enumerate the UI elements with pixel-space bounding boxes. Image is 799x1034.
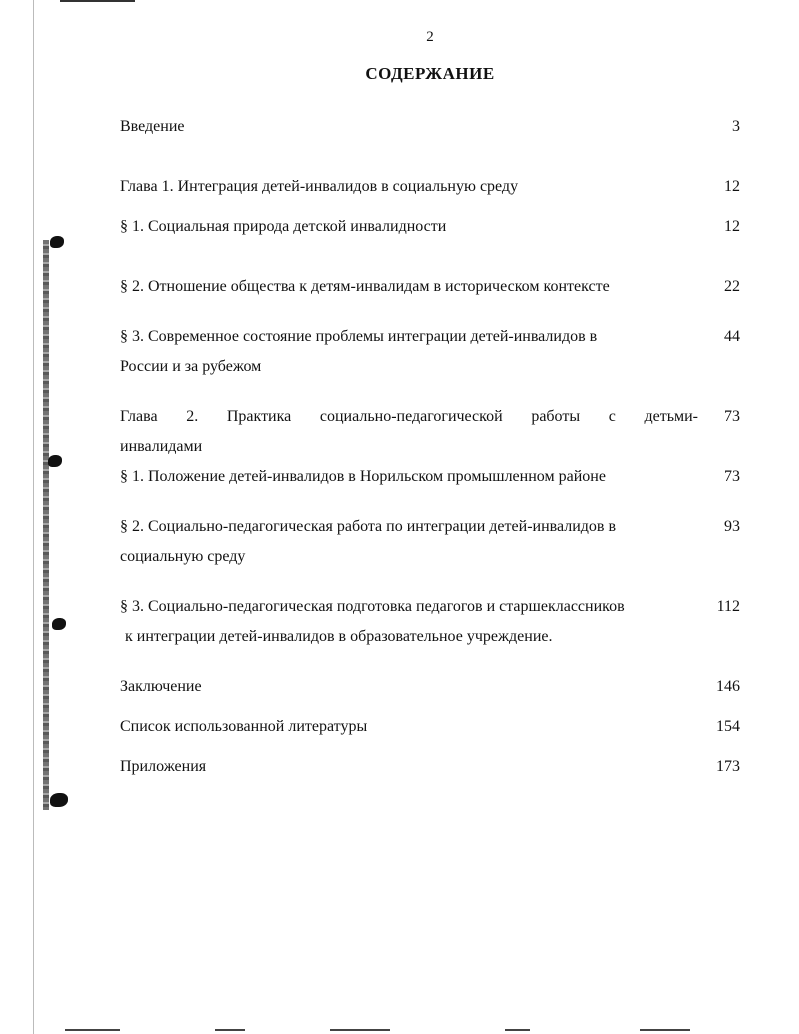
toc-entry-title-continued: к интеграции детей-инвалидов в образовательное учреждение.	[125, 628, 553, 645]
toc-entry-title-continued: инвалидами	[120, 438, 203, 455]
scan-artifact-top-line	[60, 0, 135, 2]
scan-artifact-bottom-line	[505, 1029, 530, 1031]
scan-artifact-left-edge	[33, 0, 34, 1034]
toc-entry-page: 44	[724, 328, 740, 345]
toc-entry-page: 173	[716, 758, 740, 775]
toc-entry-title: Список использованной литературы	[120, 718, 368, 735]
toc-entry-title: § 1. Социальная природа детской инвалидности	[120, 218, 447, 235]
toc-entry-title: § 2. Отношение общества к детям-инвалидам в историческом контексте	[120, 278, 610, 295]
binding-mark	[50, 793, 68, 807]
page-title: СОДЕРЖАНИЕ	[365, 64, 495, 83]
toc-entry-page: 93	[724, 518, 740, 535]
toc-entry-page: 3	[732, 118, 740, 135]
toc-entry-title: § 3. Современное состояние проблемы интеграции детей-инвалидов в	[120, 328, 598, 345]
toc-entry-title-continued: России и за рубежом	[120, 358, 262, 375]
binding-mark	[50, 236, 64, 248]
toc-entry-page: 12	[724, 218, 740, 235]
toc-entry-page: 112	[716, 598, 740, 615]
scan-artifact-bottom-line	[215, 1029, 245, 1031]
binding-mark	[48, 455, 62, 467]
toc-entry-title: § 1. Положение детей-инвалидов в Норильском промышленном районе	[120, 468, 606, 485]
binding-mark	[52, 618, 66, 630]
toc-entry-page: 146	[716, 678, 740, 695]
toc-entry-title: Заключение	[120, 678, 202, 695]
toc-entry-title: § 2. Социально-педагогическая работа по интеграции детей-инвалидов в	[120, 518, 617, 535]
binding-strip	[43, 240, 49, 810]
toc-entry-title-continued: социальную среду	[120, 548, 246, 565]
toc-entry-title: Приложения	[120, 758, 207, 775]
scan-artifact-bottom-line	[65, 1029, 120, 1031]
toc-entry-title: § 3. Социально-педагогическая подготовка педагогов и старшеклассников	[120, 598, 625, 615]
toc-entry-title: Глава 1. Интеграция детей-инвалидов в социальную среду	[120, 178, 519, 195]
toc-entry-page: 154	[716, 718, 740, 735]
scan-artifact-bottom-line	[640, 1029, 690, 1031]
toc-entry-title: Введение	[120, 118, 185, 135]
scan-artifact-bottom-line	[330, 1029, 390, 1031]
toc-entry-page: 73	[724, 468, 740, 485]
toc-entry-page: 73	[724, 408, 740, 425]
page-number: 2	[426, 29, 434, 45]
toc-entry-page: 12	[724, 178, 740, 195]
toc-entry-title: Глава 2. Практика социально-педагогической работы с детьми-	[120, 408, 698, 425]
toc-entry-page: 22	[724, 278, 740, 295]
